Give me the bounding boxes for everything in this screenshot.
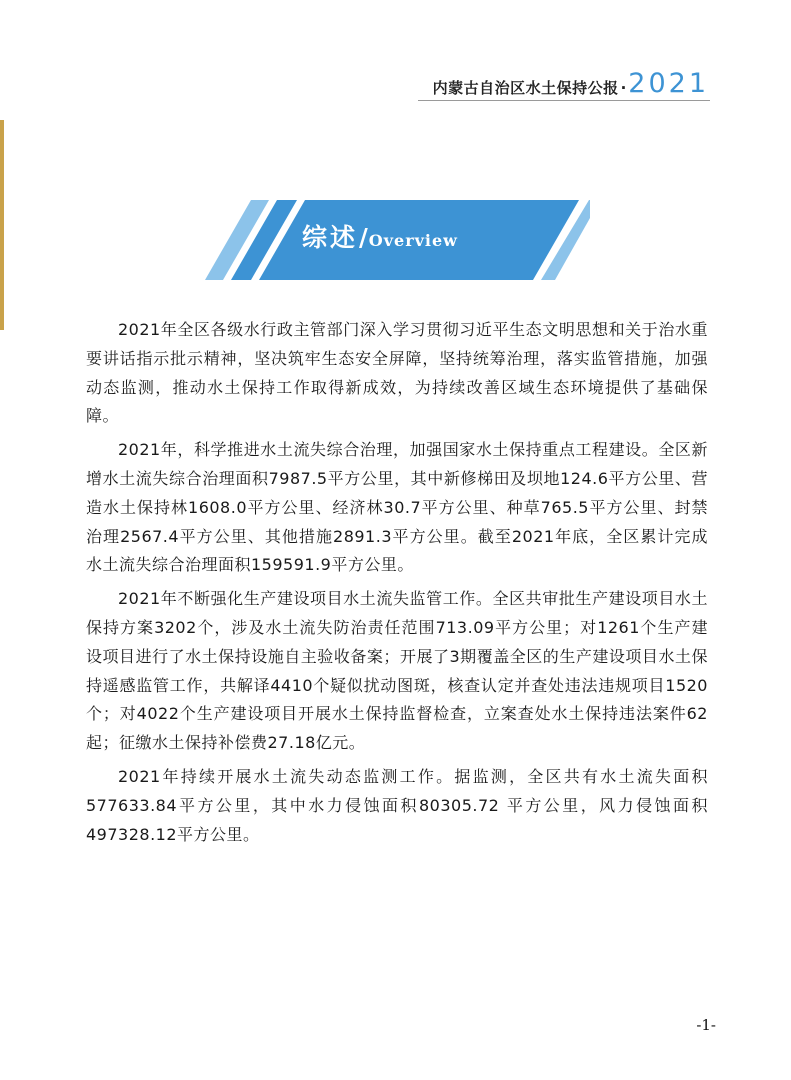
report-year: 2021 [628, 68, 709, 99]
page-edge-strip [0, 120, 4, 330]
paragraph-comprehensive-treatment: 2021年，科学推进水土流失综合治理，加强国家水土保持重点工程建设。全区新增水土流失综合治理面积7987.5平方公里，其中新修梯田及坝地124.6平方公里、营造水土保持林1608.0平方公里、经济林30.7平方公里、种草765.5平方公里、封禁治理2567.4平方公里、其他措施2891.3平方公里。截至2021年底，全区累计完成水土流失综合治理面积159591.9平方公里。 [86, 440, 708, 575]
page-number: -1- [696, 1016, 716, 1034]
paragraph-intro: 2021年全区各级水行政主管部门深入学习贯彻习近平生态文明思想和关于治水重要讲话指示批示精神，坚决筑牢生态安全屏障，坚持统筹治理，落实监管措施，加强动态监测，推动水土保持工作取得新成效，为持续改善区域生态环境提供了基础保障。 [86, 320, 708, 426]
section-title [302, 218, 458, 254]
paragraph-project-supervision: 2021年不断强化生产建设项目水土流失监管工作。全区共审批生产建设项目水土保持方案3202个，涉及水土流失防治责任范围713.09平方公里；对1261个生产建设项目进行了水土保持设施自主验收备案；开展了3期覆盖全区的生产建设项目水土保持遥感监管工作，共解译4410个疑似扰动图斑，核查认定并查处违法违规项目1520个；对4022个生产建设项目开展水土保持监督检查，立案查处水土保持违法案件62起；征缴水土保持补偿费27.18亿元。 [86, 589, 708, 753]
section-title-slash: / [359, 223, 368, 252]
header-rule [418, 100, 710, 101]
title-separator: · [620, 79, 627, 97]
report-title: 内蒙古自治区水土保持公报 [432, 79, 619, 97]
section-title-cn: 综述 [302, 223, 359, 252]
paragraph-dynamic-monitoring: 2021年持续开展水土流失动态监测工作。据监测，全区共有水土流失面积577633.84平方公里，其中水力侵蚀面积80305.72 平方公里，风力侵蚀面积497328.12平方公里。 [86, 766, 708, 844]
report-header [433, 70, 709, 98]
overview-body [86, 316, 708, 854]
section-title-en: Overview [368, 231, 458, 250]
